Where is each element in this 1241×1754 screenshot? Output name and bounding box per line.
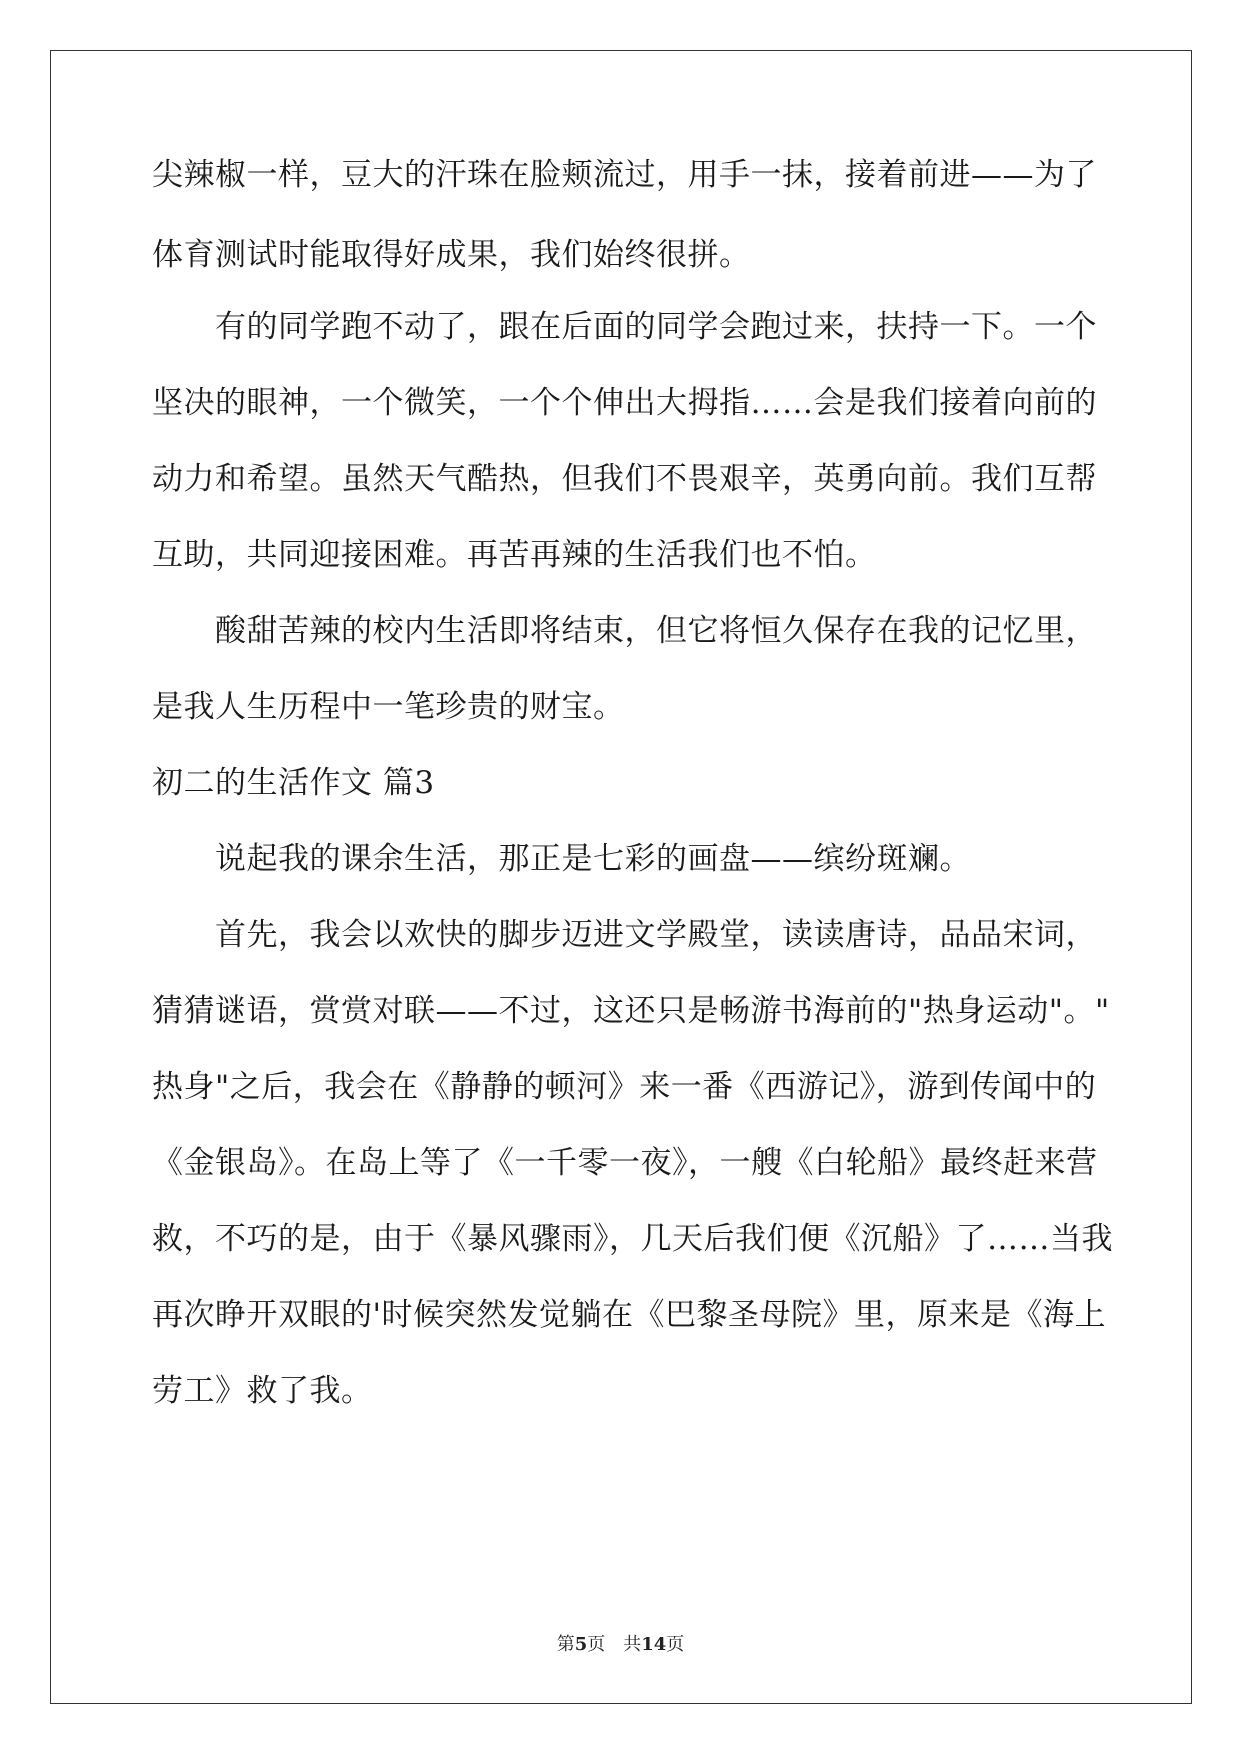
text-line: 是我人生历程中一笔珍贵的财宝。: [152, 689, 625, 725]
section-heading: 初二的生活作文 篇3: [152, 765, 435, 801]
text-line: 首先，我会以欢快的脚步迈进文学殿堂，读读唐诗，品品宋词，: [152, 917, 1097, 953]
total-pages-number: 14: [641, 1634, 667, 1655]
text-line: 救，不巧的是，由于《暴风骤雨》，几天后我们便《沉船》了……当我: [152, 1221, 1113, 1257]
footer-prefix: 第: [556, 1634, 575, 1655]
text-line: 说起我的课余生活，那正是七彩的画盘——缤纷斑斓。: [152, 841, 971, 877]
text-line: 互助，共同迎接困难。再苦再辣的生活我们也不怕。: [152, 537, 877, 573]
text-line: 《金银岛》。在岛上等了《一千零一夜》，一艘《白轮船》最终赶来营: [152, 1145, 1098, 1181]
text-line: 再次睁开双眼的'时候突然发觉躺在《巴黎圣母院》里，原来是《海上: [152, 1297, 1107, 1333]
text-line: 坚决的眼神，一个微笑，一个个伸出大拇指……会是我们接着向前的: [152, 385, 1097, 421]
footer-total-suffix: 页: [666, 1634, 685, 1655]
text-line: 酸甜苦辣的校内生活即将结束，但它将恒久保存在我的记忆里，: [152, 613, 1097, 649]
footer-page-suffix: 页: [587, 1634, 606, 1655]
page-footer: [0, 1630, 1241, 1656]
text-line: 体育测试时能取得好成果，我们始终很拼。: [152, 237, 751, 273]
text-line: 劳工》救了我。: [152, 1373, 373, 1409]
text-line: 猜猜谜语，赏赏对联——不过，这还只是畅游书海前的"热身运动"。": [152, 993, 1110, 1029]
text-line: 动力和希望。虽然天气酷热，但我们不畏艰辛，英勇向前。我们互帮: [152, 461, 1097, 497]
footer-total-prefix: 共: [623, 1634, 642, 1655]
text-line: 热身"之后，我会在《静静的顿河》来一番《西游记》，游到传闻中的: [152, 1069, 1097, 1105]
current-page-number: 5: [574, 1634, 588, 1655]
text-line: 尖辣椒一样，豆大的汗珠在脸颊流过，用手一抹，接着前进——为了: [152, 157, 1097, 193]
page-border: [50, 50, 1192, 1704]
text-line: 有的同学跑不动了，跟在后面的同学会跑过来，扶持一下。一个: [152, 309, 1097, 345]
